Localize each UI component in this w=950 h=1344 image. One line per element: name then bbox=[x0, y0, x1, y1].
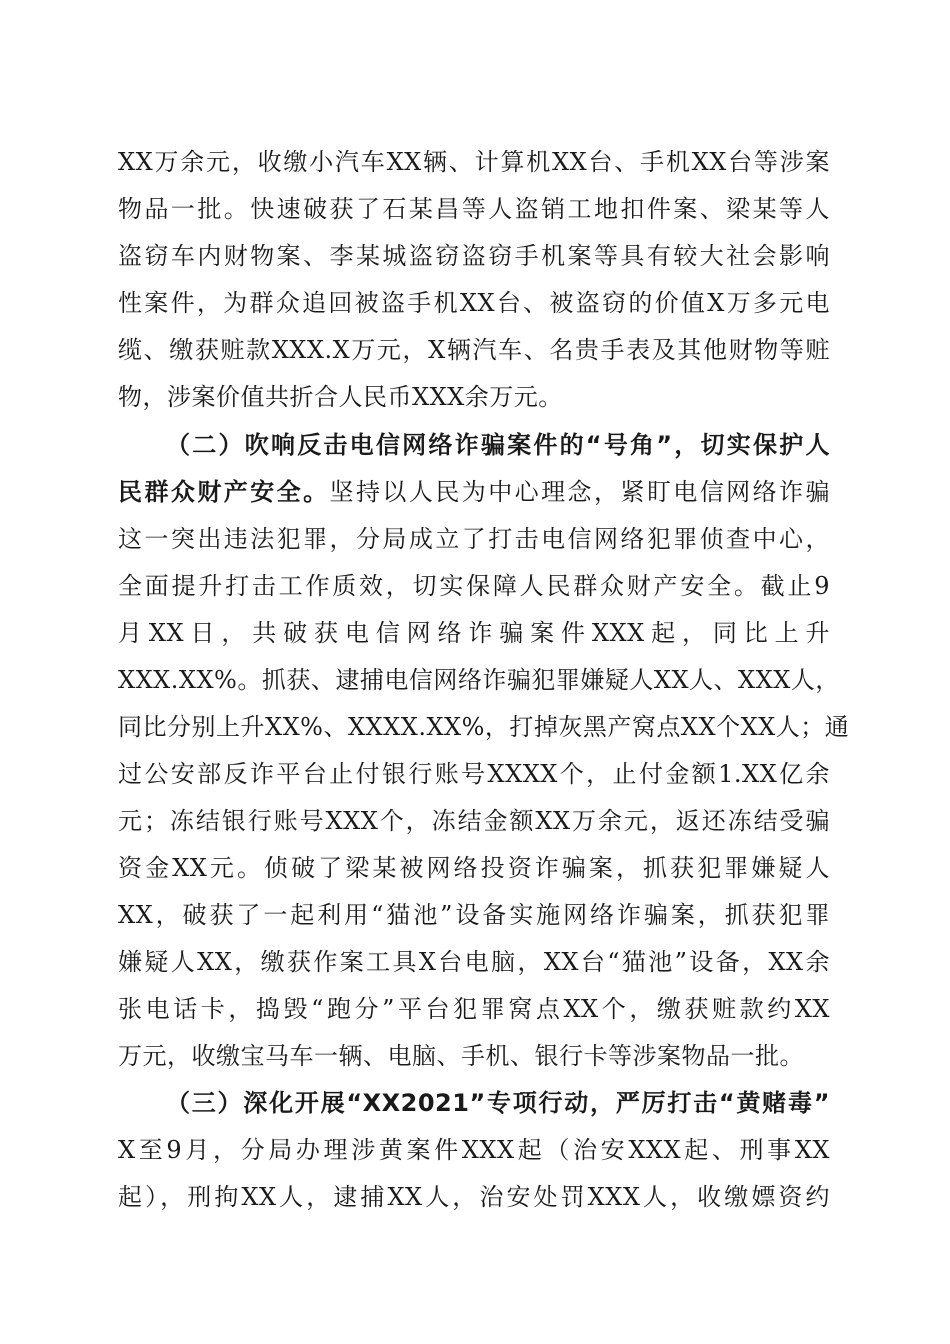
text-line: 物品一批。快速破获了石某昌等人盗销工地扣件案、梁某等人 bbox=[118, 195, 830, 223]
section-heading-2-cont: 民群众财产安全。 bbox=[118, 478, 330, 506]
text-line: 这一突出违法犯罪，分局成立了打击电信网络犯罪侦查中心， bbox=[118, 525, 830, 553]
text-line: 同比分别上升XX%、XXXX.XX%，打掉灰黑产窝点XX个XX人；通 bbox=[118, 713, 850, 741]
text-line: 过公安部反诈平台止付银行账号XXXX个，止付金额1.XX亿余 bbox=[118, 760, 830, 788]
section-heading-2: （二）吹响反击电信网络诈骗案件的“号角”，切实保护人 bbox=[166, 431, 830, 459]
text-line: XX万余元，收缴小汽车XX辆、计算机XX台、手机XX台等涉案 bbox=[118, 148, 830, 176]
text-line: XX，破获了一起利用“猫池”设备实施网络诈骗案，抓获犯罪 bbox=[118, 901, 830, 929]
text-line: 性案件，为群众追回被盗手机XX台、被盗窃的价值X万多元电 bbox=[118, 289, 830, 317]
text-line: 物，涉案价值共折合人民币XXX余万元。 bbox=[118, 383, 563, 411]
text-span: 坚持以人民为中心理念，紧盯电信网络诈骗 bbox=[329, 478, 831, 506]
text-line: 缆、缴获赃款XXX.X万元，X辆汽车、名贵手表及其他财物等赃 bbox=[118, 336, 830, 364]
text-line: 月XX日，共破获电信网络诈骗案件XXX起，同比上升 bbox=[118, 619, 830, 647]
text-line: 万元，收缴宝马车一辆、电脑、手机、银行卡等涉案物品一批。 bbox=[118, 1042, 804, 1070]
text-line: 元；冻结银行账号XXX个，冻结金额XX万余元，返还冻结受骗 bbox=[118, 807, 830, 835]
text-line: 资金XX元。侦破了梁某被网络投资诈骗案，抓获犯罪嫌疑人 bbox=[118, 854, 830, 882]
text-line: 全面提升打击工作质效，切实保障人民群众财产安全。截止9 bbox=[118, 572, 830, 600]
text-line: 盗窃车内财物案、李某城盗窃盗窃手机案等具有较大社会影响 bbox=[118, 242, 830, 270]
text-line: 起），刑拘XX人，逮捕XX人，治安处罚XXX人，收缴嫖资约 bbox=[118, 1183, 830, 1211]
text-line: XXX.XX%。抓获、逮捕电信网络诈骗犯罪嫌疑人XX人、XXX人， bbox=[118, 666, 840, 694]
section-heading-3: （三）深化开展“XX2021”专项行动，严厉打击“黄赌毒” bbox=[166, 1089, 830, 1117]
text-line: 嫌疑人XX，缴获作案工具X台电脑，XX台“猫池”设备，XX余 bbox=[118, 948, 830, 976]
text-line: X至9月，分局办理涉黄案件XXX起（治安XXX起、刑事XX bbox=[118, 1136, 830, 1164]
text-line: 张电话卡，捣毁“跑分”平台犯罪窝点XX个，缴获赃款约XX bbox=[118, 995, 830, 1023]
text-line bbox=[118, 472, 830, 512]
